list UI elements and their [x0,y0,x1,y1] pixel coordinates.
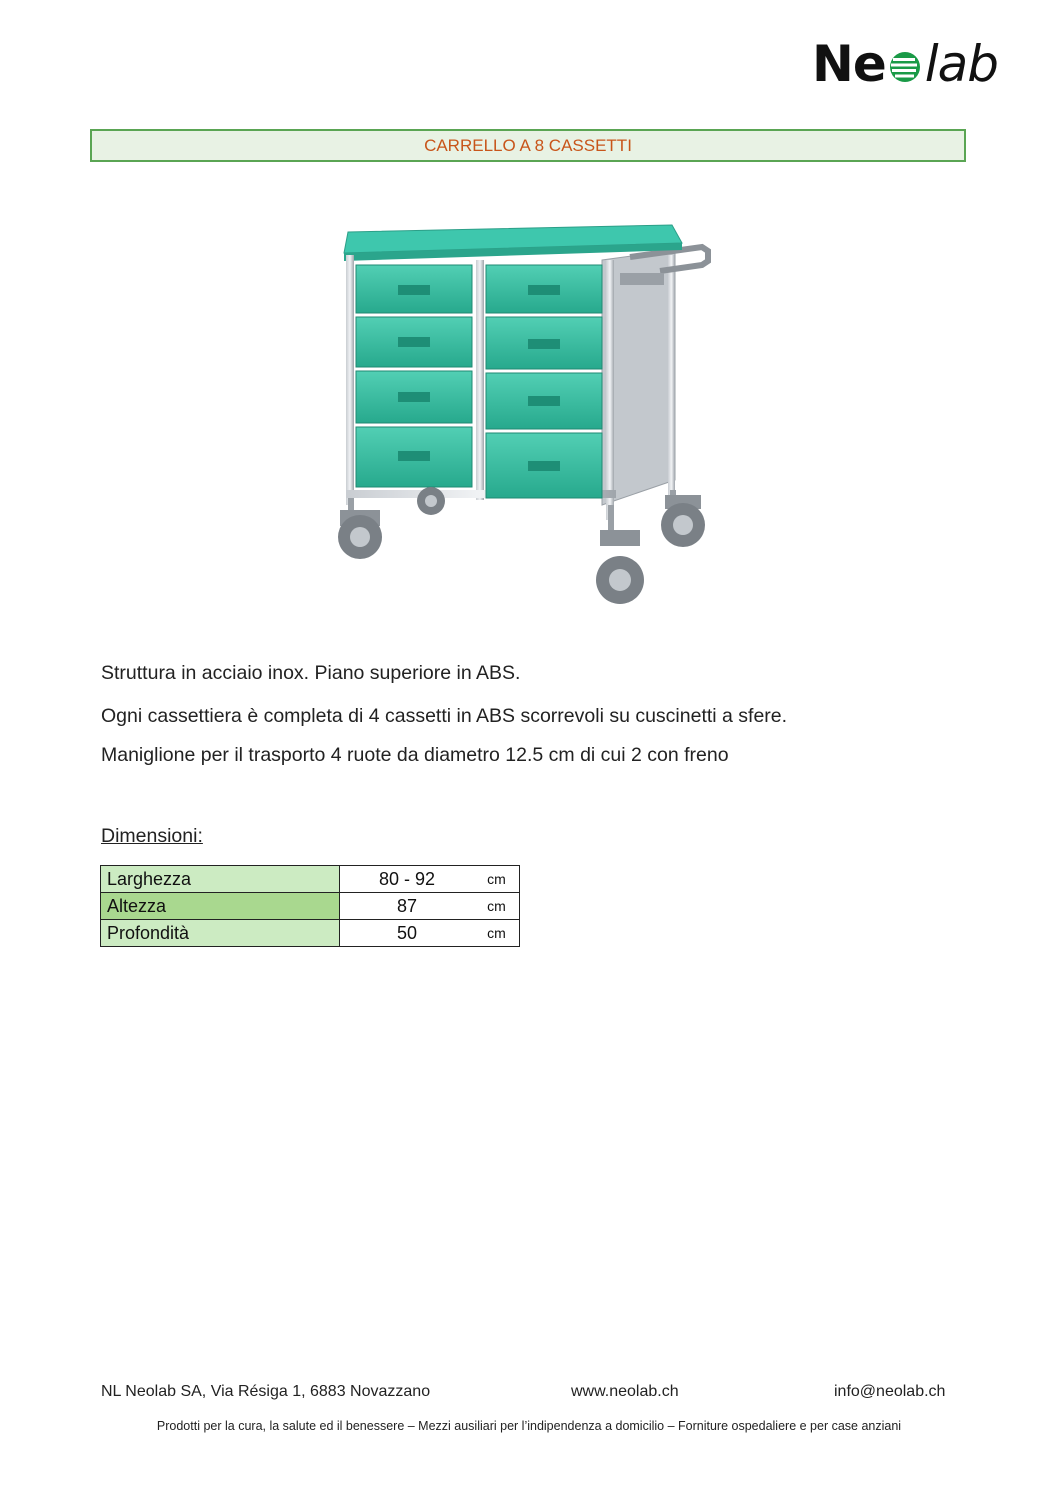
dimension-value: 50 [340,920,475,947]
dimension-value: 80 - 92 [340,866,475,893]
product-title: CARRELLO A 8 CASSETTI [424,135,632,155]
dimension-label: Altezza [101,893,340,920]
description-line-1: Struttura in acciaio inox. Piano superiore in ABS. [101,662,521,684]
dimension-label: Larghezza [101,866,340,893]
dimensions-heading: Dimensioni: [101,825,203,847]
dimension-unit: cm [474,893,520,920]
wheel-front-left [338,510,382,559]
logo-text-lab: lab [924,35,999,93]
dimensions-table [100,865,520,947]
wheel-back-left [417,487,445,515]
footer-address: NL Neolab SA, Via Résiga 1, 6883 Novazzano [101,1383,431,1400]
wheel-back-right [661,495,705,547]
table-row [101,893,520,920]
drawer-trolley-image [330,205,730,615]
product-title-bar [90,129,966,162]
wheel-front-right [596,530,644,604]
footer-email-link[interactable]: info@neolab.ch [834,1383,946,1400]
description-line-2: Ogni cassettiera è completa di 4 cassetti in ABS scorrevoli su cuscinetti a sfere. [101,705,788,727]
logo-text-ne: Ne [812,35,886,93]
dimension-value: 87 [340,893,475,920]
table-row [101,920,520,947]
drawers-left [356,265,472,487]
dimension-unit: cm [474,866,520,893]
footer-tagline: Prodotti per la cura, la salute ed il benessere – Mezzi ausiliari per l’indipendenza a domicilio – Forniture ospedaliere e per case anziani [156,1419,902,1433]
dimension-label: Profondità [101,920,340,947]
dimension-unit: cm [474,920,520,947]
logo-o-mark-icon [887,49,923,85]
description-line-3: Maniglione per il trasporto 4 ruote da diametro 12.5 cm di cui 2 con freno [101,744,729,766]
drawers-right [486,265,602,498]
table-row [101,866,520,893]
footer-website-link[interactable]: www.neolab.ch [571,1383,679,1400]
neolab-logo [812,34,1012,94]
